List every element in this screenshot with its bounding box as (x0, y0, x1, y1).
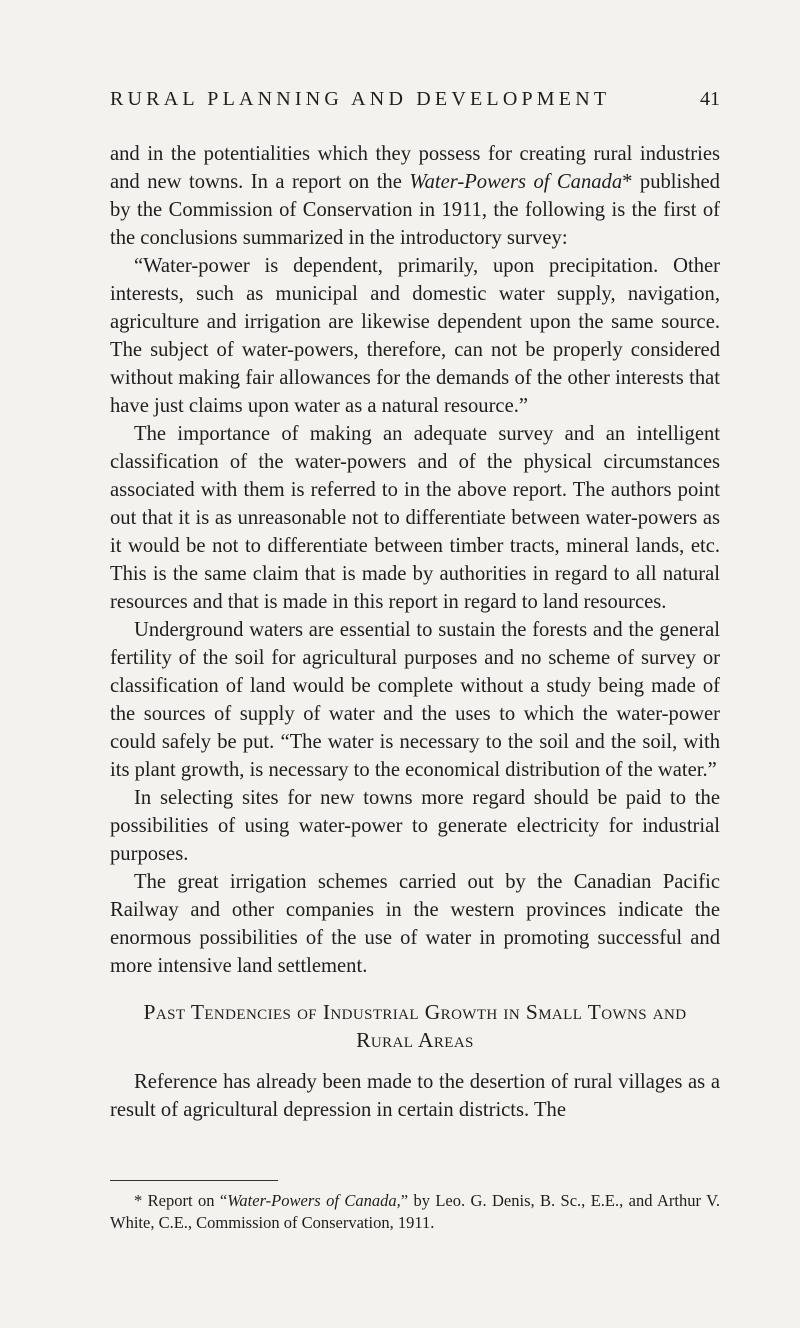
paragraph-1 (110, 140, 720, 252)
paragraph-6: The great irrigation schemes carried out by the Canadian Pacific Railway and other companies in the western provinces indicate the enormous possibilities of the use of water in promoting successful and more intensive land settlement. (110, 871, 720, 977)
section-heading-line-2: Rural Areas (356, 1028, 474, 1052)
section-heading-line-1: Past Tendencies of Industrial Growth in Small Towns and (143, 1000, 687, 1024)
paragraph-5: In selecting sites for new towns more regard should be paid to the possibilities of using water-power to generate electricity for industrial purposes. (110, 787, 720, 865)
footnote-suffix: ” by Leo. G. Denis, B. Sc., E.E., and Arthur V. White, C.E., Commission of Conservation, 1911. (110, 1191, 720, 1232)
running-head (110, 88, 720, 118)
paragraph-4: Underground waters are essential to sustain the forests and the general fertility of the soil for agricultural purposes and no scheme of survey or classification of land would be complete without a study being made of the sources of supply of water and the uses to which the water-power could safely be put. “The water is necessary to the soil and the soil, with its plant growth, is necessary to the economical distribution of the water.” (110, 619, 720, 781)
body-text (110, 140, 720, 1124)
paragraph-3: The importance of making an adequate survey and an intelligent classification of the water-powers and of the physical circumstances associated with them is referred to in the above report. The authors point out that it is as unreasonable not to differentiate between water-powers as it would be not to differentiate between timber tracts, mineral lands, etc. This is the same claim that is made by authorities in regard to all natural resources and that is made in this report in regard to land resources. (110, 423, 720, 613)
running-title: RURAL PLANNING AND DEVELOPMENT (110, 88, 611, 110)
cited-title: Water-Powers of Canada (409, 171, 623, 193)
footnote-cited-title: Water-Powers of Canada, (227, 1191, 401, 1210)
paragraph-1-text-a: and in the potentialities which they possess for creating rural industries and new towns. In a report on the (110, 143, 720, 193)
footnote-prefix: * Report on “ (134, 1191, 228, 1210)
paragraph-7: Reference has already been made to the desertion of rural villages as a result of agricultural depression in certain districts. The (110, 1071, 720, 1121)
paragraph-1-text-b: * published by the Commission of Conservation in 1911, the following is the first of the conclusions summarized in the introductory survey: (110, 171, 720, 249)
quotation-paragraph: “Water-power is dependent, primarily, upon precipitation. Other interests, such as municipal and domestic water supply, navigation, agriculture and irrigation are likewise dependent upon the same source. The subject of water-powers, therefore, can not be properly considered without making fair allowances for the demands of the other interests that have just claims upon water as a natural resource.” (110, 255, 720, 417)
footnote (110, 1190, 720, 1234)
page-number: 41 (700, 88, 720, 110)
section-heading (110, 998, 720, 1054)
footnote-divider (110, 1180, 278, 1181)
